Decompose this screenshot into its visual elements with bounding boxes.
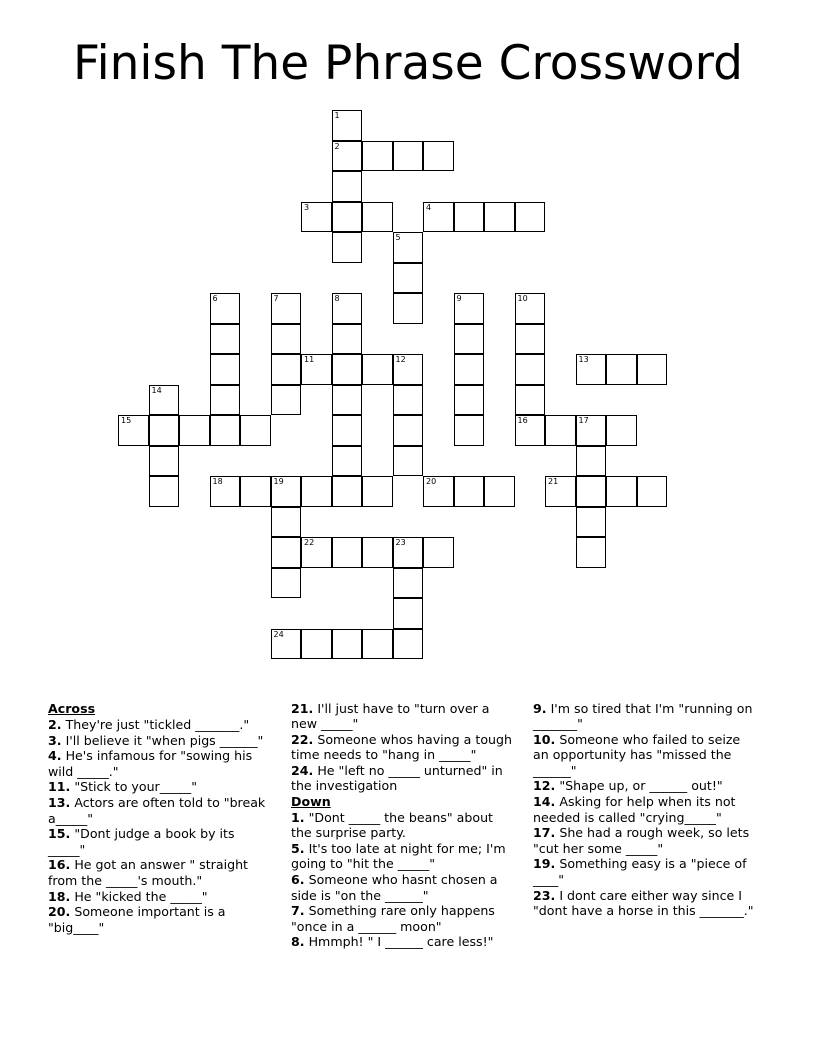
grid-cell[interactable] (393, 385, 424, 416)
grid-cell[interactable] (454, 354, 485, 385)
clue-text: "Shape up, or ______ out!" (559, 778, 723, 794)
clue-item (533, 778, 758, 793)
clue-text: "Stick to your_____" (74, 779, 198, 795)
grid-cell[interactable] (576, 446, 607, 477)
clue-item (291, 810, 516, 841)
grid-cell[interactable] (271, 568, 302, 599)
grid-cell[interactable] (362, 202, 393, 233)
grid-cell[interactable] (423, 476, 454, 507)
clue-item (533, 732, 758, 778)
grid-cell[interactable] (240, 476, 271, 507)
clue-text: I'm so tired that I'm "running on _______" (533, 701, 753, 732)
grid-cell[interactable] (332, 324, 363, 355)
grid-cell[interactable] (332, 446, 363, 477)
clue-number: 13 (578, 355, 589, 364)
grid-cell[interactable] (301, 537, 332, 568)
grid-cell[interactable] (637, 476, 668, 507)
grid-cell[interactable] (454, 293, 485, 324)
grid-cell[interactable] (149, 476, 180, 507)
clue-item (291, 701, 516, 732)
grid-cell[interactable] (576, 354, 607, 385)
grid-cell[interactable] (545, 415, 576, 446)
grid-cell[interactable] (393, 415, 424, 446)
grid-cell[interactable] (454, 202, 485, 233)
grid-cell[interactable] (118, 415, 149, 446)
grid-cell[interactable] (332, 141, 363, 172)
grid-cell[interactable] (606, 354, 637, 385)
clue-number: 12 (395, 355, 406, 364)
grid-cell[interactable] (271, 507, 302, 538)
clue-number: 14. (533, 794, 556, 810)
clue-text: "Dont judge a book by its _____" (48, 826, 235, 857)
grid-cell[interactable] (332, 354, 363, 385)
grid-cell[interactable] (393, 141, 424, 172)
clue-number: 4. (48, 748, 62, 764)
clue-text: He's infamous for "sowing his wild _____." (48, 748, 253, 779)
grid-cell[interactable] (362, 629, 393, 660)
clue-text: She had a rough week, so lets "cut her some _____" (533, 825, 750, 856)
clue-text: I'll just have to "turn over a new _____" (291, 701, 490, 732)
clue-number: 20. (48, 904, 71, 920)
clue-item (48, 795, 266, 826)
grid-cell[interactable] (271, 629, 302, 660)
grid-cell[interactable] (393, 537, 424, 568)
grid-cell[interactable] (210, 293, 241, 324)
clue-text: Actors are often told to "break a_____" (48, 795, 266, 826)
grid-cell[interactable] (515, 202, 546, 233)
clue-number: 15 (121, 416, 132, 425)
grid-cell[interactable] (393, 293, 424, 324)
grid-cell[interactable] (271, 385, 302, 416)
clue-item (533, 794, 758, 825)
clue-item (291, 732, 516, 763)
clue-number: 4 (426, 202, 432, 212)
grid-cell[interactable] (301, 202, 332, 233)
clue-text: "Dont _____ the beans" about the surprise party. (291, 810, 493, 841)
grid-cell[interactable] (240, 415, 271, 446)
grid-cell[interactable] (606, 476, 637, 507)
grid-cell[interactable] (210, 476, 241, 507)
clue-number: 17 (578, 416, 589, 425)
grid-cell[interactable] (301, 629, 332, 660)
clue-item (291, 872, 516, 903)
down-heading: Down (291, 794, 331, 810)
clue-text: I dont care either way since I "dont have a horse in this _______." (533, 887, 754, 918)
grid-cell[interactable] (637, 354, 668, 385)
clue-item (291, 903, 516, 934)
clue-item (48, 889, 266, 904)
clue-number: 7 (273, 294, 279, 303)
grid-cell[interactable] (515, 415, 546, 446)
grid-cell[interactable] (271, 354, 302, 385)
clue-text: Someone whos having a tough time needs to "hang in _____" (291, 732, 512, 763)
clue-item (48, 717, 266, 732)
clue-number: 21. (291, 701, 314, 716)
grid-cell[interactable] (576, 476, 607, 507)
clue-text: Something easy is a "piece of ____" (533, 856, 747, 887)
grid-cell[interactable] (393, 232, 424, 263)
clue-number: 18. (48, 888, 71, 904)
grid-cell[interactable] (149, 385, 180, 416)
grid-cell[interactable] (149, 446, 180, 477)
clue-text: I'll believe it "when pigs ______" (65, 732, 264, 748)
grid-cell[interactable] (149, 415, 180, 446)
clue-number: 5. (291, 841, 305, 857)
clue-item (48, 857, 266, 888)
grid-cell[interactable] (332, 537, 363, 568)
clue-number: 10 (517, 294, 528, 303)
clue-item (291, 934, 516, 949)
clue-number: 16 (517, 416, 528, 425)
grid-cell[interactable] (484, 202, 515, 233)
grid-cell[interactable] (332, 232, 363, 263)
clue-number: 19. (533, 856, 556, 872)
clues-column-1 (48, 701, 266, 935)
grid-cell[interactable] (576, 415, 607, 446)
clue-text: Hmmph! " I ______ care less!" (308, 934, 494, 950)
clue-number: 8 (334, 294, 340, 303)
grid-cell[interactable] (362, 141, 393, 172)
clue-number: 24. (291, 763, 314, 779)
clue-number: 24 (273, 629, 284, 639)
grid-cell[interactable] (393, 598, 424, 629)
clue-text: They're just "tickled _______." (65, 716, 250, 732)
clue-text: Someone important is a "big____" (48, 904, 226, 935)
clue-number: 10. (533, 732, 556, 748)
clue-item (48, 733, 266, 748)
grid-cell[interactable] (271, 537, 302, 568)
clue-number: 22. (291, 732, 314, 748)
clue-number: 3. (48, 732, 62, 748)
grid-cell[interactable] (179, 415, 210, 446)
clues-column-3 (533, 701, 758, 919)
grid-cell[interactable] (515, 324, 546, 355)
grid-cell[interactable] (454, 476, 485, 507)
clue-number: 11. (48, 779, 71, 795)
clue-text: Someone who hasnt chosen a side is "on the ______" (291, 872, 498, 903)
clue-number: 2 (334, 141, 340, 151)
clue-item (291, 841, 516, 872)
grid-cell[interactable] (301, 476, 332, 507)
grid-cell[interactable] (515, 293, 546, 324)
grid-cell[interactable] (454, 385, 485, 416)
clue-item (533, 888, 758, 919)
grid-cell[interactable] (393, 629, 424, 660)
grid-cell[interactable] (606, 415, 637, 446)
clue-item (48, 779, 266, 794)
clue-text: He got an answer " straight from the _____'s mouth." (48, 857, 248, 888)
clue-number: 14 (151, 385, 162, 395)
grid-cell[interactable] (210, 415, 241, 446)
clue-number: 3 (304, 202, 310, 212)
grid-cell[interactable] (332, 171, 363, 202)
grid-cell[interactable] (332, 202, 363, 233)
grid-cell[interactable] (362, 537, 393, 568)
clue-number: 23. (533, 887, 556, 903)
clue-number: 16. (48, 857, 71, 873)
clue-item (533, 856, 758, 887)
clue-number: 22 (304, 538, 315, 547)
clue-number: 1 (334, 111, 340, 120)
grid-cell[interactable] (393, 354, 424, 385)
clue-number: 13. (48, 795, 71, 811)
grid-cell[interactable] (515, 385, 546, 416)
clue-number: 6. (291, 872, 305, 888)
grid-cell[interactable] (271, 293, 302, 324)
grid-cell[interactable] (423, 202, 454, 233)
grid-cell[interactable] (454, 415, 485, 446)
grid-cell[interactable] (515, 354, 546, 385)
clue-number: 8. (291, 934, 305, 950)
clue-text: He "left no _____ unturned" in the investigation (291, 763, 503, 794)
grid-cell[interactable] (454, 324, 485, 355)
clue-item (533, 825, 758, 856)
clue-number: 9 (456, 294, 462, 303)
clue-number: 2. (48, 716, 62, 732)
clue-item (48, 826, 266, 857)
clue-number: 19 (273, 477, 284, 486)
grid-cell[interactable] (271, 476, 302, 507)
grid-cell[interactable] (362, 354, 393, 385)
across-heading: Across (48, 701, 96, 716)
grid-cell[interactable] (332, 293, 363, 324)
grid-cell[interactable] (271, 324, 302, 355)
grid-cell[interactable] (362, 476, 393, 507)
clue-number: 12. (533, 778, 556, 794)
grid-cell[interactable] (332, 110, 363, 141)
grid-cell[interactable] (332, 629, 363, 660)
clue-item (48, 748, 266, 779)
clue-text: Someone who failed to seize an opportunity has "missed the ______" (533, 732, 741, 778)
grid-cell[interactable] (332, 476, 363, 507)
clue-number: 1. (291, 810, 305, 826)
clue-number: 18 (212, 477, 223, 486)
grid-cell[interactable] (545, 476, 576, 507)
grid-cell[interactable] (210, 354, 241, 385)
grid-cell[interactable] (393, 446, 424, 477)
clue-item (291, 763, 516, 794)
clue-text: It's too late at night for me; I'm going to "hit the _____" (291, 841, 506, 872)
clue-number: 15. (48, 826, 71, 842)
clue-number: 23 (395, 538, 406, 547)
grid-cell[interactable] (332, 415, 363, 446)
clue-number: 5 (395, 233, 401, 242)
grid-cell[interactable] (210, 324, 241, 355)
grid-cell[interactable] (423, 141, 454, 172)
clue-number: 11 (304, 355, 315, 364)
grid-cell[interactable] (210, 385, 241, 416)
grid-cell[interactable] (423, 537, 454, 568)
grid-cell[interactable] (484, 476, 515, 507)
clue-number: 17. (533, 825, 556, 841)
grid-cell[interactable] (393, 263, 424, 294)
clue-text: He "kicked the _____" (74, 888, 208, 904)
clue-item (48, 904, 266, 935)
clue-text: Something rare only happens "once in a ______ moon" (291, 903, 495, 934)
clue-number: 20 (426, 477, 437, 486)
clue-item (533, 701, 758, 732)
clue-number: 9. (533, 701, 547, 716)
clue-number: 7. (291, 903, 305, 919)
grid-cell[interactable] (576, 507, 607, 538)
grid-cell[interactable] (576, 537, 607, 568)
clue-number: 6 (212, 294, 218, 303)
grid-cell[interactable] (332, 385, 363, 416)
clue-text: Asking for help when its not needed is called "crying_____" (533, 794, 736, 825)
grid-cell[interactable] (301, 354, 332, 385)
grid-cell[interactable] (393, 568, 424, 599)
clues-column-2 (291, 701, 516, 950)
clue-number: 21 (548, 477, 559, 486)
page-title: Finish The Phrase Crossword (72, 36, 744, 91)
